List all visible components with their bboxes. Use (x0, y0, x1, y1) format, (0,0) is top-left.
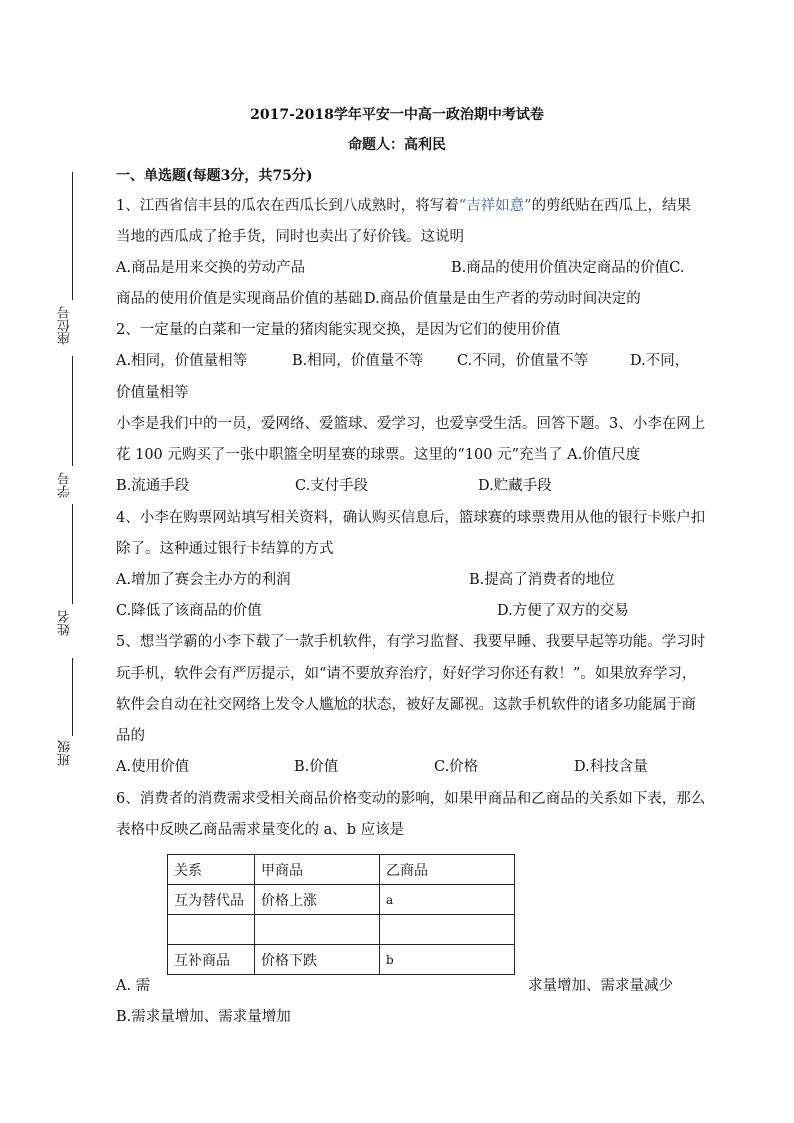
q4-option-d: D.方便了双方的交易 (497, 603, 629, 619)
q3-option-d: D.贮藏手段 (478, 478, 552, 494)
table-cell: a (380, 885, 515, 915)
q6-stem-line-1: 6、消费者的消费需求受相关商品价格变动的影响，如果甲商品和乙商品的关系如下表，那么 (116, 791, 706, 807)
passage-line-1: 小李是我们中的一员，爱网络、爱篮球、爱学习，也爱享受生活。回答下题。3、小李在网上 (116, 416, 706, 432)
table-cell: 互补商品 (168, 945, 255, 975)
table-cell (380, 915, 515, 945)
table-header-row (168, 855, 515, 885)
seat-number-label: 座位号 (58, 306, 73, 345)
q5-stem-line-4: 品的 (116, 728, 145, 744)
q2-option-c: C.不同，价值量不等 (457, 353, 589, 369)
binding-line-2 (72, 356, 73, 466)
q4-stem-line-2: 除了。这种通过银行卡结算的方式 (116, 541, 334, 557)
q5-option-d: D.科技含量 (574, 759, 648, 775)
table-cell: b (380, 945, 515, 975)
q4-option-b: B.提高了消费者的地位 (469, 572, 615, 588)
q6-option-a-right: 求量增加、需求量减少 (528, 978, 673, 994)
table-header-cell: 关系 (168, 855, 255, 885)
table-row (168, 885, 515, 915)
binding-line-1 (72, 172, 73, 300)
q5-option-c: C.价格 (434, 759, 479, 775)
q5-option-a: A.使用价值 (116, 759, 190, 775)
q1-stem-line-2: 当地的西瓜成了抢手货，同时也卖出了好价钱。这说明 (116, 229, 464, 245)
table-header-cell: 甲商品 (255, 855, 380, 885)
table-row (168, 915, 515, 945)
q1-option-b: B.商品的使用价值决定商品的价值C. (451, 260, 685, 276)
q2-option-d: D.不同， (630, 353, 690, 369)
table-row (168, 945, 515, 975)
table-header-cell: 乙商品 (380, 855, 515, 885)
q4-option-c: C.降低了该商品的价值 (116, 603, 262, 619)
class-label: 班级 (58, 740, 73, 766)
q2-option-a: A.相同，价值量相等 (116, 353, 248, 369)
q5-stem-line-2: 玩手机，软件会有严厉提示，如“请不要放弃治疗，好好学习你还有救！”。如果放弃学习， (116, 666, 697, 682)
q5-option-b: B.价值 (294, 759, 339, 775)
table-cell (255, 915, 380, 945)
q5-stem-line-1: 5、想当学霸的小李下载了一款手机软件，有学习监督、我要早睡、我要早起等功能。学习时 (116, 634, 706, 650)
q5-stem-line-3: 软件会自动在社交网络上发令人尴尬的状态，被好友鄙视。这款手机软件的诸多功能属于商 (116, 697, 696, 713)
q1-highlight: “吉祥如意” (458, 198, 532, 214)
section-heading: 一、单选题(每题3分，共75分) (116, 168, 313, 184)
table-cell: 互为替代品 (168, 885, 255, 915)
q3-option-b: B.流通手段 (116, 478, 190, 494)
q4-stem-line-1: 4、小李在购票网站填写相关资料，确认购买信息后，篮球赛的球票费用从他的银行卡账户扣 (116, 510, 706, 526)
table-cell: 价格下跌 (255, 945, 380, 975)
q1-option-c: 商品的使用价值是实现商品价值的基础 (116, 291, 363, 307)
binding-line-3 (72, 504, 73, 604)
q1-option-d: D.商品价值量是由生产者的劳动时间决定的 (364, 291, 641, 307)
q2-option-b: B.相同，价值量不等 (292, 353, 424, 369)
passage-line-2: 花 100 元购买了一张中职篮全明星赛的球票。这里的“100 元”充当了 A.价值尺度 (116, 447, 641, 463)
q6-option-b: B.需求量增加、需求量增加 (116, 1009, 291, 1025)
q2-stem: 2、一定量的白菜和一定量的猪肉能实现交换，是因为它们的使用价值 (116, 322, 561, 338)
q6-stem-line-2: 表格中反映乙商品需求量变化的 a、b 应该是 (116, 822, 405, 838)
binding-line-4 (72, 658, 73, 736)
exam-title: 2017-2018学年平安一中高一政治期中考试卷 (250, 107, 544, 123)
relation-table (167, 854, 515, 975)
q3-option-c: C.支付手段 (295, 478, 369, 494)
table-cell (168, 915, 255, 945)
q6-option-a-left: A. 需 (116, 978, 151, 994)
q4-option-a: A.增加了赛会主办方的利润 (116, 572, 291, 588)
q2-option-d-continued: 价值量相等 (116, 385, 189, 401)
student-number-label: 学号 (58, 472, 73, 498)
exam-author: 命题人：高利民 (348, 137, 446, 153)
q1-stem-line-1: 1、江西省信丰县的瓜农在西瓜长到八成熟时，将写着“吉祥如意”的剪纸贴在西瓜上，结果 (116, 198, 692, 214)
table-cell: 价格上涨 (255, 885, 380, 915)
name-label: 姓名 (58, 610, 73, 636)
q1-option-a: A.商品是用来交换的劳动产品 (116, 260, 306, 276)
